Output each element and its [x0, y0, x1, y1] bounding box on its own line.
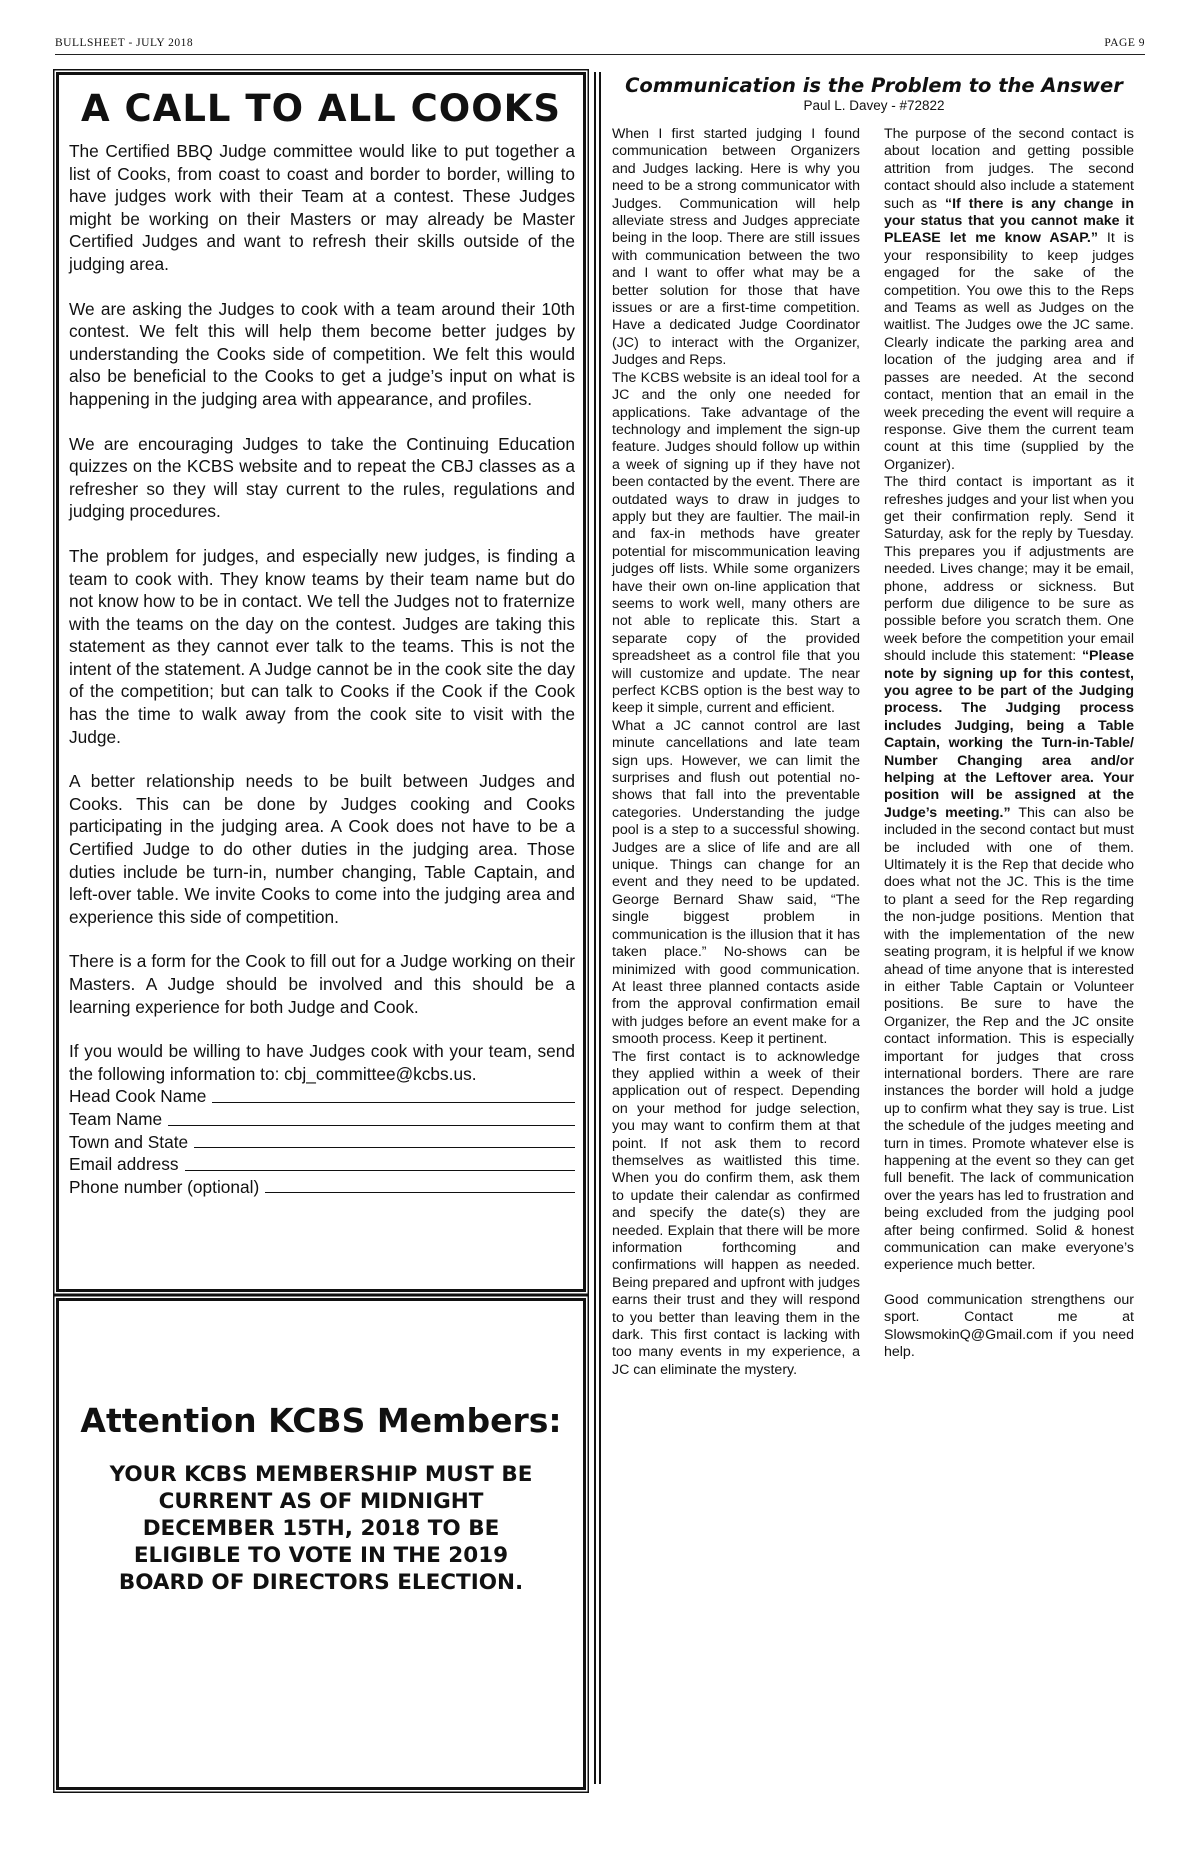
form-blank[interactable] — [185, 1153, 576, 1171]
column-divider — [594, 72, 596, 1784]
article-paragraph: When I first started judging I found communication between Organizers and Judges lacking. Here is why you need to be a strong communicator with Judges. Communication will help alleviate stress and Judges appreciate being in the loop. There are still issues with communication between the two and I want to offer what may be a better solution for those that have issues or are a first-time competition. Have a dedicated Judge Coordinator (JC) to interact with the Organizer, Judges and Reps. — [612, 126, 860, 369]
attention-body: YOUR KCBS MEMBERSHIP MUST BE CURRENT AS OF MIDNIGHT DECEMBER 15TH, 2018 TO BE ELIGIBLE TO VOTE IN THE 2019 BOARD OF DIRECTORS ELECTION. — [109, 1462, 533, 1595]
form-intro: If you would be willing to have Judges cook with your team, send the following information to: cbj_committee@kcbs.us. — [69, 1041, 575, 1084]
header-page-number: PAGE 9 — [1104, 37, 1145, 49]
attention-title: Attention KCBS Members: — [80, 1401, 562, 1440]
article-title: Communication is the Problem to the Answer — [625, 74, 1123, 97]
form-label: Phone number (optional) — [69, 1176, 260, 1197]
form-blank[interactable] — [265, 1176, 575, 1194]
article-byline: Paul L. Davey - #72822 — [803, 98, 945, 113]
form-field-town-state[interactable] — [69, 1131, 575, 1154]
emphasis-quote: “Please note by signing up for this contest, you agree to be part of the Judging process. The Judging process includes Judging, being a Table Captain, working the Turn-in-Table/ Number Changing area and/or helping at the Leftover area. Your position will be assigned at the Judge’s meeting.” — [884, 648, 1134, 821]
cooks-paragraph: The problem for judges, and especially new judges, is finding a team to cook with. They know teams by their team name but do not know how to be in contact. We tell the Judges not to fraternize with the teams on the day on the contest. Judges are taking this statement as they cannot ever talk to the teams. This is not the intent of the statement. A Judge cannot be in the cook site the day of the competition; but can talk to Cooks if the Cook if the Cook has the time to walk away from the cook site to visit with the Judge. — [69, 545, 575, 747]
call-to-cooks-box — [56, 72, 586, 1292]
column-divider — [599, 72, 601, 1784]
cooks-paragraph: There is a form for the Cook to fill out for a Judge working on their Masters. A Judge should be involved and this should be a learning experience for both Judge and Cook. — [69, 951, 575, 1017]
form-label: Team Name — [69, 1108, 163, 1129]
article-paragraph: The first contact is to acknowledge they applied within a week of their application out of respect. Depending on your method for judge selection, you may want to confirm them at that point. If not ask them to record themselves as waitlisted this time. When you do confirm them, ask them to update their calendar as confirmed and specify the date(s) they are needed. Explain that there will be more information forthcoming and confirmations will happen as needed. Being prepared and upfront with judges earns their trust and they will respond to you better than leaving them in the dark. This first contact is lacking with too many events in my experience, a JC can eliminate the mystery. — [612, 1048, 860, 1378]
form-field-head-cook[interactable] — [69, 1085, 575, 1108]
form-field-team-name[interactable] — [69, 1108, 575, 1131]
form-label: Email address — [69, 1154, 179, 1175]
cooks-title: A CALL TO ALL COOKS — [81, 87, 561, 130]
cooks-paragraph: A better relationship needs to be built between Judges and Cooks. This can be done by Judges cooking and Cooks participating in the judging area. A Cook does not have to be a Certified Judge to do other duties in the judging area. Those duties include be turn-in, number changing, Table Captain, and left-over table. We invite Cooks to come into the judging area and experience this side of competition. — [69, 771, 575, 927]
article-column-1 — [612, 126, 860, 1379]
article-paragraph: The KCBS website is an ideal tool for a JC and the only one needed for applications. Take advantage of the technology and implement the sign-up feature. Judges should follow up within a week of signing up if they have not been contacted by the event. There are outdated ways to draw in judges to apply but they are faultier. The mail-in and fax-in methods have greater potential for miscommunication leaving judges off lists. While some organizers have their own on-line application that seems to work well, many others are not able to replicate this. Start a separate copy of the provided spreadsheet as a control file that you will customize and update. The near perfect KCBS option is the best way to keep it simple, current and efficient. — [612, 369, 860, 717]
cooks-paragraph: The Certified BBQ Judge committee would like to put together a list of Cooks, from coast to coast and border to border, willing to have judges work with their Team at a contest. These Judges might be working on their Masters or may already be Master Certified Judges and want to refresh their skills outside of the judging area. — [69, 141, 575, 274]
form-field-email[interactable] — [69, 1153, 575, 1176]
form-blank[interactable] — [168, 1108, 575, 1126]
article-paragraph: What a JC cannot control are last minute cancellations and late team sign ups. However, we can limit the surprises and flush out potential no-shows that fall into the preventable categories. Understanding the judge pool is a step to a successful showing. Judges are a slice of life and are all unique. Things can change for an event and they need to be updated. George Bernard Shaw said, “The single biggest problem in communication is the illusion that it has taken place.” No-shows can be minimized with good communication. At least three planned contacts aside from the approval confirmation email with judges before an event make for a smooth process. Keep it pertinent. — [612, 717, 860, 1048]
cooks-paragraph: We are asking the Judges to cook with a team around their 10th contest. We felt this will help them become better judges by understanding the Cooks side of competition. We felt this would also be beneficial to the Cooks to get a judge’s input on what is happening in the judging area with appearance, and profiles. — [69, 298, 575, 409]
article-paragraph: The third contact is important as it refreshes judges and your list when you get their confirmation reply. Send it Saturday, ask for the reply by Tuesday. This prepares you if adjustments are needed. Lives change; may it be email, phone, address or sickness. But perform due diligence to be sure as possible before you scratch them. One week before the competition your email should include this statement: “Please note by signing up for this contest, you agree to be part of the Judging process. The Judging process includes Judging, being a Table Captain, working the Turn-in-Table/ Number Changing area and/or helping at the Leftover area. Your position will be assigned at the Judge’s meeting.” This can also be included in the second contact but must be included with one of them. Ultimately it is the Rep that decide who does what not the JC. This is the time to plant a seed for the Rep regarding the non-judge positions. Mention that with the implementation of the new seating program, it is helpful if we know ahead of time anyone that is interested in either Table Captain or Volunteer positions. Be sure to have the Organizer, the Rep and the JC onsite contact information. This is especially important for judges that cross international borders. There are rare instances the border will hold a judge up to confirm what they say is true. List the schedule of the judges meeting and turn in times. Promote whatever else is happening at the event so they can get full benefit. The lack of communication over the years has led to frustration and being excluded from the judging pool after being confirmed. Solid & honest communication can make everyone’s experience much better. — [884, 474, 1134, 1274]
form-label: Town and State — [69, 1131, 189, 1152]
article-paragraph: The purpose of the second contact is about location and getting possible attrition from judges. The second contact should also include a statement such as “If there is any change in your status that you cannot make it PLEASE let me know ASAP.” It is your responsibility to keep judges engaged for the sake of the competition. You owe this to the Reps and Teams as well as Judges on the waitlist. The Judges owe the JC same. Clearly indicate the parking area and location of the judging area and if passes are needed. At the second contact, mention that an email in the week preceding the event will require a response. Give them the current team count at this time (supplied by the Organizer). — [884, 126, 1134, 473]
form-field-phone[interactable] — [69, 1176, 575, 1199]
form-blank[interactable] — [212, 1085, 575, 1103]
form-blank[interactable] — [194, 1131, 575, 1149]
header-publication: BULLSHEET - JULY 2018 — [55, 37, 194, 49]
attention-members-box — [56, 1298, 586, 1790]
emphasis-quote: “If there is any change in your status that you cannot make it PLEASE let me know ASAP.” — [884, 195, 1134, 247]
form-label: Head Cook Name — [69, 1086, 207, 1107]
page-header — [55, 36, 1145, 55]
cooks-paragraph: We are encouraging Judges to take the Continuing Education quizzes on the KCBS website and to repeat the CBJ classes as a refresher so they will stay current to the rules, regulations and judging procedures. — [69, 433, 575, 522]
article-column-2 — [884, 126, 1134, 1361]
article-closing: Good communication strengthens our sport. Contact me at SlowsmokinQ@Gmail.com if you need help. — [884, 1291, 1134, 1361]
